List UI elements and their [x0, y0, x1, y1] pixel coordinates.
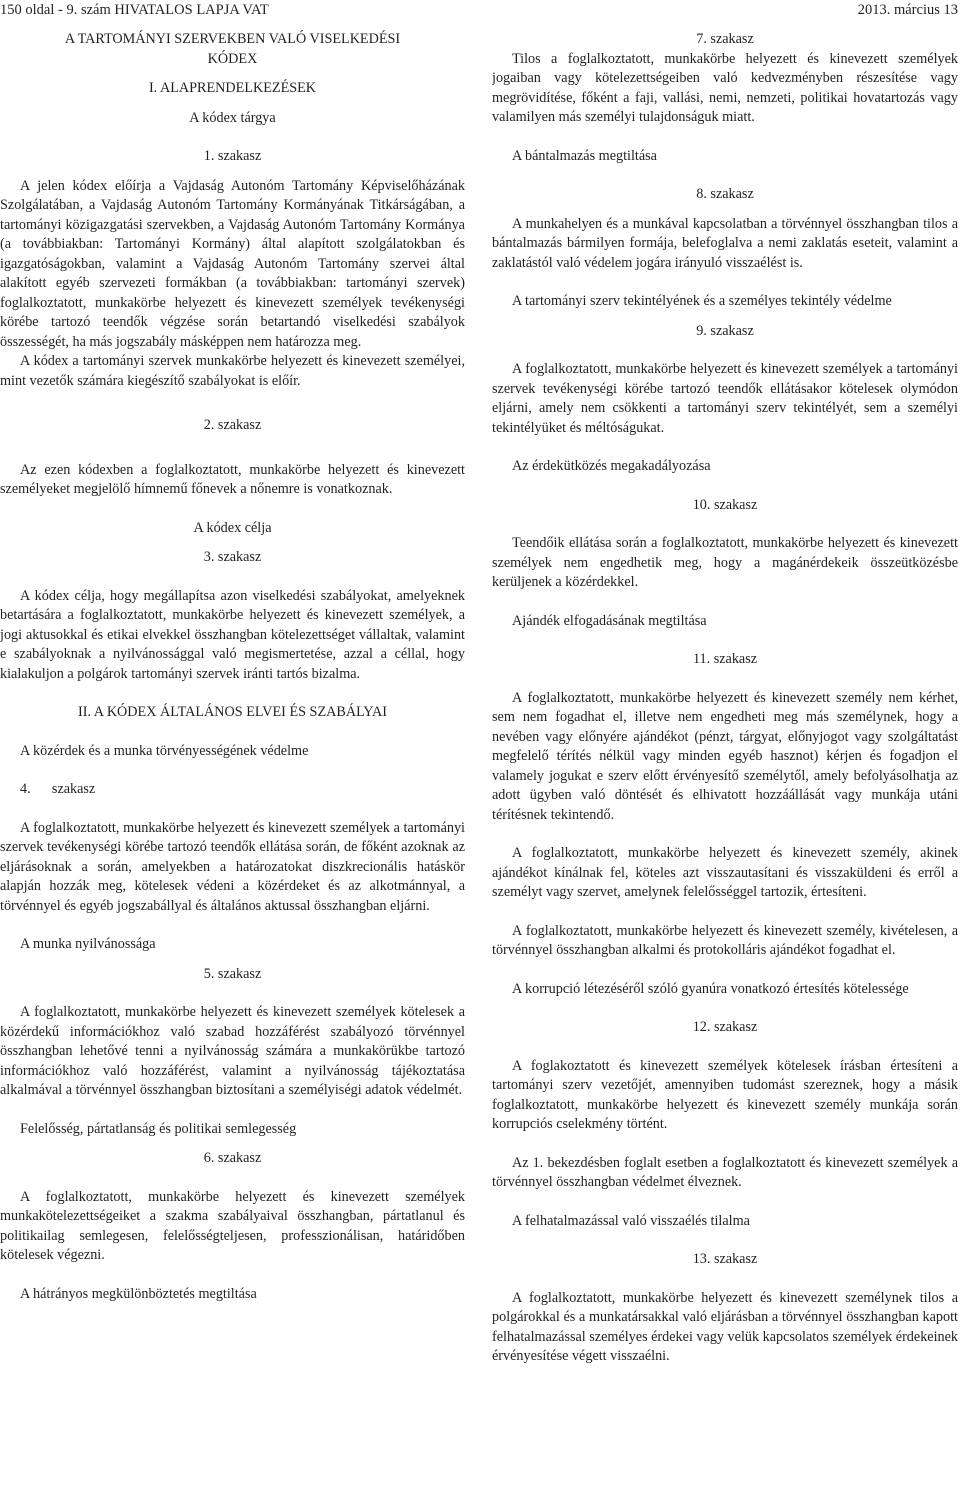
subheading: A felhatalmazással való visszaélés tilalma [512, 1212, 750, 1229]
subheading: Felelősség, pártatlanság és politikai semlegesség [20, 1120, 297, 1137]
document-title-line2: KÓDEX [207, 50, 258, 67]
paragraph: A foglalkoztatott, munkakörbe helyezett és kinevezett személy nem kérhet, sem nem fogadhat el, illetve nem engedheti meg más személynek, hogy a nevében vagy előnyére ajándékot (pénzt, tárgyat, előnyjogot vagy szolgáltatást megfelelő térítés nélkül vagy minden egyéb hasznot) kérjen és fogadjon el valamely jogukat e szerv előtt érvényesítő személytől, amely befolyásolhatja az adott ügyben való döntését és elhivatott hozzáállását vagy munkája utáni térítésnek tekintendő. [492, 689, 958, 823]
section-number: 9. szakasz [696, 322, 754, 339]
left-column [0, 30, 465, 1487]
paragraph: Teendőik ellátása során a foglalkoztatott, munkakörbe helyezett és kinevezett személyek nem engedhetik meg, hogy a magánérdekeik összeütközésbe kerüljenek a közérdekkel. [492, 535, 958, 590]
section-number: 3. szakasz [203, 549, 262, 565]
subheading: A közérdek és a munka törvényességének védelme [20, 742, 309, 759]
paragraph: A foglalkoztatott, munkakörbe helyezett és kinevezett személyek a tartományi szervek tevékenységi körébe tartozó teendők ellátásakor kötelesek olymódon eljárni, amely nem csökkenti a tartományi szerv tekintélyét, sem a személyi tekintélyüket és méltóságukat. [492, 361, 958, 436]
subheading: A kódex célja [193, 519, 272, 536]
paragraph: A kódex célja, hogy megállapítsa azon viselkedési szabályokat, amelyeknek betartására a foglalkoztatott, munkakörbe helyezett és kinevezett személyek, a jogi aktusokkal és etikai elvekkel összhangban kötelezettséget vállaltak, valamint e szabályoknak a nyilvánossággal való megismertetése, azzal a céllal, hogy kialakuljon a polgárok tartományi szervek iránti tartós bizalma. [0, 587, 465, 682]
header-publication: 150 oldal - 9. szám HIVATALOS LAPJA VAT [0, 2, 269, 18]
paragraph: A foglalkoztatott, munkakörbe helyezett és kinevezett személyek a tartományi szervek tevékenységi körébe tartozó teendők ellátása során, de főként azoknak az eljárásoknak a során, amelyekben a határozatokat diszkrecionális hatáskör alapján hozzák meg, kötelesek védeni a közérdeket és az alkotmánnyal, a törvénnyel és egyéb jogszabállyal és általános aktussal összhangban eljárni. [0, 819, 465, 914]
document-title: A TARTOMÁNYI SZERVEKBEN VALÓ VISELKEDÉSI [64, 31, 401, 47]
paragraph: A jelen kódex előírja a Vajdaság Autonóm Tartomány Képviselőházának Szolgálatában, a Vajdaság Autonóm Tartomány Kormányának Titkárságában, a tartományi közigazgatási szervekben, a Vajdaság Autonóm Tartomány Kormánya (a továbbiakban: Tartományi Kormány) által alapított szolgálatokban és igazgatóságokban, valamint a Vajdaság Autonóm Tartomány szervei által alakított egyéb szervezeti formákban (a továbbiakban: tartományi szervek) foglalkoztatott, munkakörbe helyezett és kinevezett személyek tevékenységi körébe tartozó teendők végzése során betartandó viselkedési szabályok összességét, ha más jogszabály másképpen nem határozza meg. [0, 177, 465, 350]
paragraph: A foglalkoztatott, munkakörbe helyezett és kinevezett személynek tilos a polgárokkal és a munkatársakkal való eljárásban a törvénnyel összhangban kapott felhatalmazással személyes érdekei vagy velük kapcsolatos személyek érdekeinek érvényesítése végett visszaélni. [492, 1289, 958, 1364]
section-number: 13. szakasz [692, 1251, 758, 1267]
right-column [492, 30, 958, 1487]
subheading: Az érdekütközés megakadályozása [512, 458, 711, 474]
subheading: Ajándék elfogadásának megtiltása [512, 612, 707, 629]
paragraph: Az ezen kódexben a foglalkoztatott, munkakörbe helyezett és kinevezett személyeket megjelölő hímnemű főnevek a nőnemre is vonatkoznak. [0, 461, 465, 497]
section-number: 11. szakasz [692, 651, 758, 667]
section-number: 10. szakasz [692, 496, 758, 513]
part-heading: II. A KÓDEX ÁLTALÁNOS ELVEI ÉS SZABÁLYAI [78, 704, 387, 720]
subheading: A bántalmazás megtiltása [512, 147, 657, 164]
paragraph: Az 1. bekezdésben foglalt esetben a foglalkoztatott és kinevezett személyek a törvénnyel összhangban védelmet élveznek. [492, 1154, 958, 1190]
subheading: A munka nyilvánossága [20, 936, 156, 952]
section-number: 1. szakasz [203, 148, 262, 164]
part-heading: I. ALAPRENDELKEZÉSEK [148, 80, 317, 96]
paragraph: A foglalkoztatott, munkakörbe helyezett és kinevezett személy, kivételesen, a törvénnyel összhangban alkalmi és protokolláris ajándékot fogadhat el. [492, 922, 958, 958]
paragraph: Tilos a foglalkoztatott, munkakörbe helyezett és kinevezett személyek jogaiban vagy kötelezettségeiben való kedvezményben részesítése vagy megrövidítése, főként a faji, vallási, nemi, nemzeti, politikai hovatartozás vagy valamilyen más személyi tulajdonságuk miatt. [492, 50, 958, 125]
section-number: 2. szakasz [203, 417, 262, 433]
subheading: A tartományi szerv tekintélyének és a személyes tekintély védelme [512, 293, 892, 309]
header-date: 2013. március 13 [857, 2, 958, 18]
paragraph: A kódex a tartományi szervek munkakörbe helyezett és kinevezett személyei, mint vezetők számára kiegészítő szabályokat is előír. [0, 353, 465, 389]
subheading: A hátrányos megkülönböztetés megtiltása [20, 1285, 257, 1302]
section-number: 12. szakasz [692, 1019, 758, 1035]
section-number: 5. szakasz [203, 965, 262, 982]
section-number: 4. szakasz [20, 781, 96, 797]
paragraph: A munkahelyen és a munkával kapcsolatban a törvénnyel összhangban tilos a bántalmazás bármilyen formája, belefoglalva a nemi zaklatás eseteit, valamint a zaklatástól való védelem jogára irányuló visszaélést is. [492, 215, 958, 271]
subheading: A kódex tárgya [189, 109, 276, 126]
page-header [0, 0, 960, 20]
paragraph: A foglalkoztatott, munkakörbe helyezett és kinevezett személyek kötelesek a közérdekű információkhoz való szabad hozzáférést szabályozó törvénnyel összhangban lehetővé tenni a nyilvánosság számára a munkakörükbe tartozó információkhoz való hozzáférést, valamint a nyilvánosság tájékoztatása alkalmával a törvénnyel összhangban biztosítani a személyiségi adatok védelmét. [0, 1004, 465, 1098]
paragraph: A korrupció létezéséről szóló gyanúra vonatkozó értesítés kötelessége [512, 980, 909, 997]
paragraph: A foglalkoztatott, munkakörbe helyezett és kinevezett személy, akinek ajándékot kínálnak fel, köteles azt visszautasítani és visszaküldeni és erről a személyt vagy szervet, amelynek felelősséggel tartozik, értesíteni. [492, 845, 958, 900]
section-number: 6. szakasz [203, 1150, 262, 1166]
paragraph: A foglakoztatott és kinevezett személyek kötelesek írásban értesíteni a tartományi szerv vezetőjét, amennyiben tudomást szereznek, hogy a másik foglalkoztatott, munkakörbe helyezett és kinevezett személy munkája során korrupciós cselekmény történt. [492, 1057, 958, 1132]
paragraph: A foglalkoztatott, munkakörbe helyezett és kinevezett személyek munkakötelezettségeiket a szakma szabályaival összhangban, pártatlanul és politikailag semlegesen, felelősségteljesen, professzionálisan, határidőben kötelesek végezni. [0, 1188, 465, 1263]
section-number: 7. szakasz [696, 31, 754, 47]
section-number: 8. szakasz [696, 186, 754, 202]
